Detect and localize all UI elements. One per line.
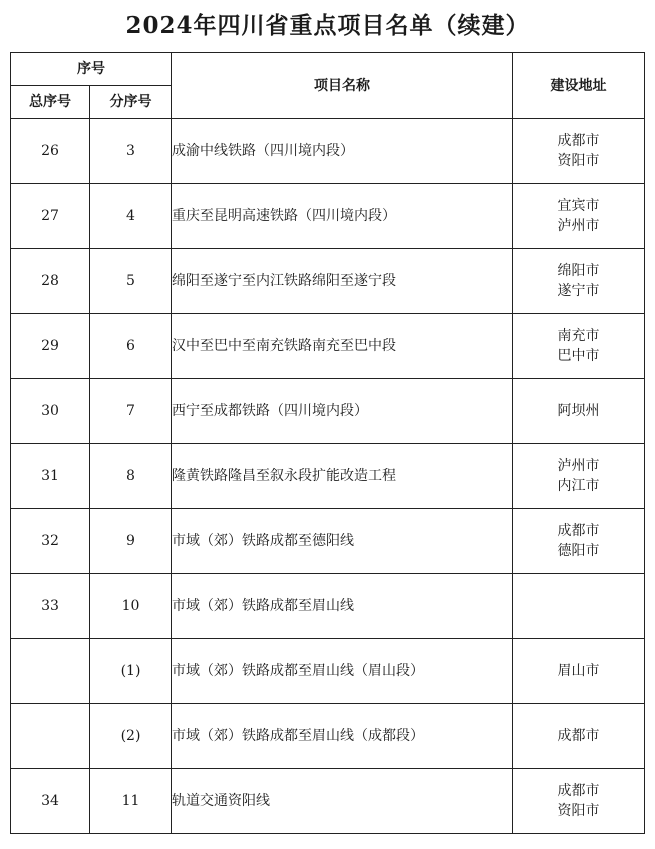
location-city: 成都市 [557,133,600,149]
cell-project-name: 绵阳至遂宁至内江铁路绵阳至遂宁段 [172,249,513,314]
cell-project-name: 隆黄铁路隆昌至叙永段扩能改造工程 [172,444,513,509]
table-row [11,314,645,379]
table-header [11,53,645,119]
table-body [11,119,645,834]
table-row [11,704,645,769]
table-row [11,574,645,639]
cell-location [513,574,645,639]
location-city: 内江市 [557,478,600,494]
cell-total-seq: 26 [11,119,90,184]
cell-total-seq: 31 [11,444,90,509]
cell-total-seq [11,639,90,704]
table-row [11,119,645,184]
project-table [10,52,645,834]
cell-total-seq: 32 [11,509,90,574]
cell-project-name: 市域（郊）铁路成都至眉山线（成都段） [172,704,513,769]
cell-location [513,379,645,444]
header-location: 建设地址 [513,53,645,119]
location-city: 泸州市 [557,218,600,234]
cell-project-name: 市域（郊）铁路成都至德阳线 [172,509,513,574]
cell-location [513,314,645,379]
header-sub-seq: 分序号 [90,86,172,119]
cell-total-seq: 34 [11,769,90,834]
location-city: 巴中市 [557,348,600,364]
cell-sub-seq: 5 [90,249,172,314]
cell-project-name: 重庆至昆明高速铁路（四川境内段） [172,184,513,249]
table-row [11,639,645,704]
cell-sub-seq: 8 [90,444,172,509]
cell-sub-seq: 9 [90,509,172,574]
location-city: 泸州市 [557,458,600,474]
location-city: 南充市 [557,328,600,344]
table-row [11,769,645,834]
cell-project-name: 轨道交通资阳线 [172,769,513,834]
cell-sub-seq: 6 [90,314,172,379]
cell-total-seq: 33 [11,574,90,639]
cell-sub-seq: 3 [90,119,172,184]
header-total-seq: 总序号 [11,86,90,119]
cell-total-seq: 30 [11,379,90,444]
cell-sub-seq: 11 [90,769,172,834]
cell-location [513,704,645,769]
location-city: 绵阳市 [557,263,600,279]
cell-location [513,249,645,314]
cell-project-name: 市域（郊）铁路成都至眉山线（眉山段） [172,639,513,704]
location-city: 遂宁市 [557,283,600,299]
cell-total-seq [11,704,90,769]
table-row [11,379,645,444]
page-title: 2024年四川省重点项目名单（续建） [125,12,530,39]
cell-sub-seq: (1) [90,639,172,704]
table-row [11,184,645,249]
cell-location [513,769,645,834]
location-city: 德阳市 [557,543,600,559]
cell-sub-seq: 10 [90,574,172,639]
location-city: 成都市 [557,728,600,744]
location-city: 阿坝州 [557,403,600,419]
cell-location [513,639,645,704]
cell-project-name: 成渝中线铁路（四川境内段） [172,119,513,184]
cell-location [513,184,645,249]
location-city: 眉山市 [557,663,600,679]
cell-sub-seq: (2) [90,704,172,769]
location-city: 成都市 [557,783,600,799]
table-row [11,509,645,574]
cell-sub-seq: 4 [90,184,172,249]
table-row [11,249,645,314]
table-row [11,444,645,509]
cell-project-name: 市域（郊）铁路成都至眉山线 [172,574,513,639]
cell-location [513,509,645,574]
location-city: 资阳市 [557,153,600,169]
cell-location [513,119,645,184]
location-city: 成都市 [557,523,600,539]
header-project-name: 项目名称 [172,53,513,119]
location-city: 宜宾市 [557,198,600,214]
location-city: 资阳市 [557,803,600,819]
cell-project-name: 西宁至成都铁路（四川境内段） [172,379,513,444]
cell-project-name: 汉中至巴中至南充铁路南充至巴中段 [172,314,513,379]
cell-sub-seq: 7 [90,379,172,444]
header-seq-group: 序号 [11,53,172,86]
cell-total-seq: 27 [11,184,90,249]
cell-total-seq: 29 [11,314,90,379]
cell-total-seq: 28 [11,249,90,314]
cell-location [513,444,645,509]
